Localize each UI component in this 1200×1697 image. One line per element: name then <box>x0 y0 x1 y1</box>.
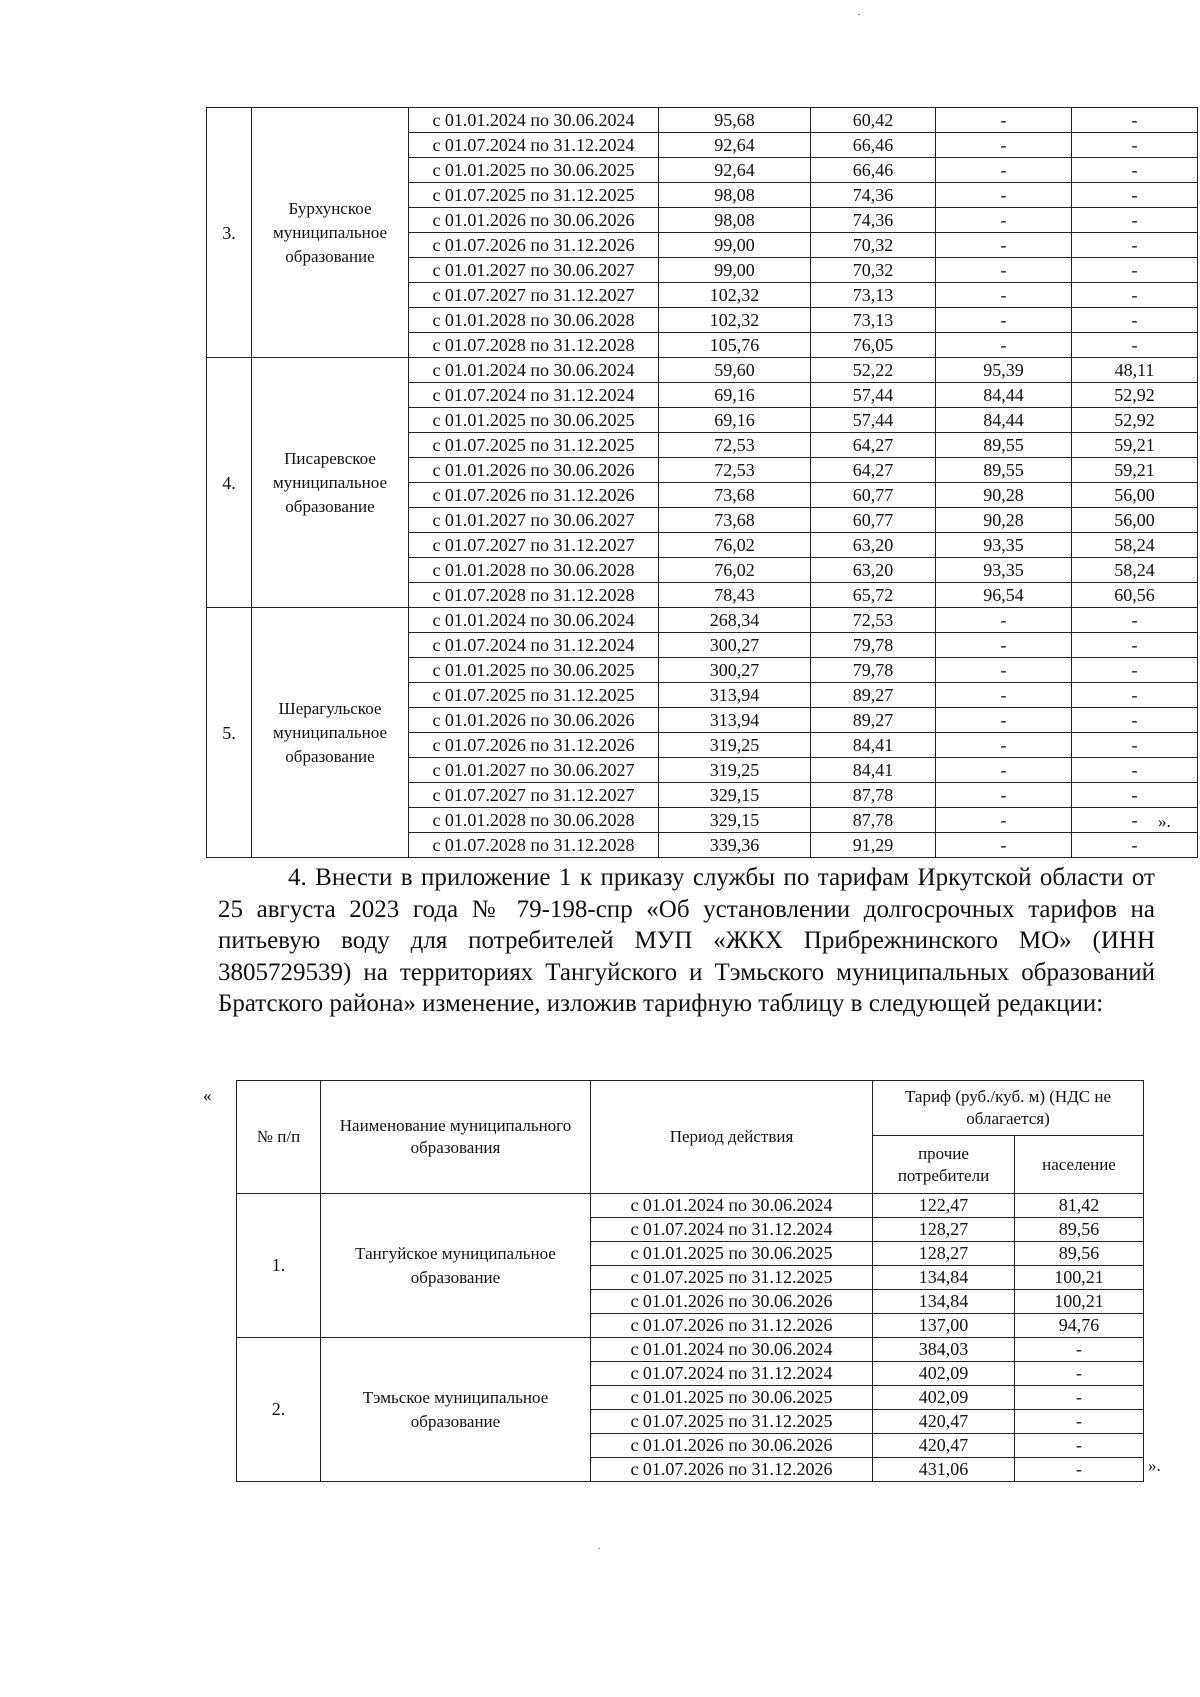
tariff-4: 58,24 <box>1072 533 1198 558</box>
table-row <box>207 108 1198 133</box>
tariff-3: - <box>936 108 1072 133</box>
tariff-table-new <box>236 1080 1144 1482</box>
period: с 01.01.2027 по 30.06.2027 <box>409 758 659 783</box>
tariff-4: - <box>1072 633 1198 658</box>
period: с 01.07.2027 по 31.12.2027 <box>409 533 659 558</box>
period: с 01.01.2025 по 30.06.2025 <box>591 1242 873 1266</box>
tariff-3: 90,28 <box>936 483 1072 508</box>
opening-quote-2: « <box>203 1086 212 1105</box>
header-other-consumers: прочие потребители <box>873 1136 1015 1194</box>
tariff-3: - <box>936 833 1072 858</box>
tariff-other-consumers: 122,47 <box>873 1194 1015 1218</box>
tariff-1: 319,25 <box>659 758 811 783</box>
tariff-2: 76,05 <box>811 333 936 358</box>
tariff-population: - <box>1015 1338 1144 1362</box>
tariff-population: - <box>1015 1362 1144 1386</box>
tariff-3: - <box>936 333 1072 358</box>
tariff-1: 102,32 <box>659 283 811 308</box>
tariff-1: 78,43 <box>659 583 811 608</box>
tariff-2: 79,78 <box>811 633 936 658</box>
closing-quote-2: ». <box>1148 1456 1161 1475</box>
tariff-1: 72,53 <box>659 433 811 458</box>
tariff-1: 99,00 <box>659 233 811 258</box>
tariff-4: 56,00 <box>1072 483 1198 508</box>
period: с 01.07.2026 по 31.12.2026 <box>591 1458 873 1482</box>
tariff-3: 93,35 <box>936 558 1072 583</box>
tariff-3: - <box>936 233 1072 258</box>
period: с 01.01.2024 по 30.06.2024 <box>591 1194 873 1218</box>
period: с 01.01.2025 по 30.06.2025 <box>591 1386 873 1410</box>
tariff-2: 79,78 <box>811 658 936 683</box>
tariff-1: 313,94 <box>659 708 811 733</box>
tariff-population: 94,76 <box>1015 1314 1144 1338</box>
tariff-3: 93,35 <box>936 533 1072 558</box>
tariff-4: 58,24 <box>1072 558 1198 583</box>
period: с 01.07.2025 по 31.12.2025 <box>591 1266 873 1290</box>
tariff-population: - <box>1015 1458 1144 1482</box>
closing-quote-1: ». <box>1158 812 1171 831</box>
header-tariff: Тариф (руб./куб. м) (НДС не облагается) <box>873 1081 1144 1136</box>
tariff-3: - <box>936 208 1072 233</box>
row-number: 5. <box>207 608 252 858</box>
tariff-3: - <box>936 783 1072 808</box>
tariff-2: 91,29 <box>811 833 936 858</box>
tariff-3: - <box>936 733 1072 758</box>
tariff-3: - <box>936 808 1072 833</box>
tariff-other-consumers: 402,09 <box>873 1362 1015 1386</box>
tariff-population: - <box>1015 1410 1144 1434</box>
tariff-4: - <box>1072 658 1198 683</box>
tariff-3: - <box>936 133 1072 158</box>
tariff-4: - <box>1072 108 1198 133</box>
row-number: 2. <box>237 1338 321 1482</box>
tariff-population: 89,56 <box>1015 1242 1144 1266</box>
period: с 01.01.2026 по 30.06.2026 <box>409 708 659 733</box>
period: с 01.07.2024 по 31.12.2024 <box>409 133 659 158</box>
period: с 01.07.2024 по 31.12.2024 <box>409 383 659 408</box>
period: с 01.01.2028 по 30.06.2028 <box>409 558 659 583</box>
tariff-other-consumers: 384,03 <box>873 1338 1015 1362</box>
tariff-other-consumers: 431,06 <box>873 1458 1015 1482</box>
tariff-2: 60,77 <box>811 508 936 533</box>
period: с 01.01.2028 по 30.06.2028 <box>409 308 659 333</box>
tariff-3: 96,54 <box>936 583 1072 608</box>
period: с 01.01.2026 по 30.06.2026 <box>591 1434 873 1458</box>
tariff-2: 63,20 <box>811 558 936 583</box>
table-row <box>207 608 1198 633</box>
tariff-3: 95,39 <box>936 358 1072 383</box>
tariff-4: - <box>1072 333 1198 358</box>
period: с 01.01.2027 по 30.06.2027 <box>409 258 659 283</box>
tariff-other-consumers: 128,27 <box>873 1242 1015 1266</box>
tariff-other-consumers: 137,00 <box>873 1314 1015 1338</box>
tariff-3: 90,28 <box>936 508 1072 533</box>
tariff-3: - <box>936 608 1072 633</box>
tariff-4: 52,92 <box>1072 383 1198 408</box>
period: с 01.07.2025 по 31.12.2025 <box>409 433 659 458</box>
tariff-2: 64,27 <box>811 433 936 458</box>
tariff-4: - <box>1072 783 1198 808</box>
tariff-2: 65,72 <box>811 583 936 608</box>
tariff-3: 89,55 <box>936 433 1072 458</box>
tariff-table-continued <box>206 107 1198 858</box>
period: с 01.01.2025 по 30.06.2025 <box>409 408 659 433</box>
tariff-3: - <box>936 158 1072 183</box>
period: с 01.07.2024 по 31.12.2024 <box>409 633 659 658</box>
period: с 01.07.2026 по 31.12.2026 <box>409 483 659 508</box>
tariff-3: - <box>936 308 1072 333</box>
period: с 01.07.2025 по 31.12.2025 <box>409 183 659 208</box>
tariff-1: 73,68 <box>659 508 811 533</box>
tariff-1: 329,15 <box>659 808 811 833</box>
tariff-2: 57,44 <box>811 408 936 433</box>
table-row <box>237 1194 1144 1218</box>
tariff-4: - <box>1072 158 1198 183</box>
period: с 01.07.2027 по 31.12.2027 <box>409 783 659 808</box>
tariff-other-consumers: 420,47 <box>873 1410 1015 1434</box>
table-row <box>207 358 1198 383</box>
tariff-1: 98,08 <box>659 208 811 233</box>
period: с 01.01.2027 по 30.06.2027 <box>409 508 659 533</box>
tariff-3: - <box>936 283 1072 308</box>
tariff-2: 70,32 <box>811 258 936 283</box>
tariff-2: 87,78 <box>811 783 936 808</box>
tariff-2: 64,27 <box>811 458 936 483</box>
tariff-other-consumers: 134,84 <box>873 1290 1015 1314</box>
tariff-2: 74,36 <box>811 208 936 233</box>
tariff-4: - <box>1072 258 1198 283</box>
tariff-1: 73,68 <box>659 483 811 508</box>
tariff-3: - <box>936 258 1072 283</box>
tariff-2: 89,27 <box>811 708 936 733</box>
tariff-1: 76,02 <box>659 558 811 583</box>
tariff-2: 66,46 <box>811 158 936 183</box>
tariff-4: 56,00 <box>1072 508 1198 533</box>
row-number: 1. <box>237 1194 321 1338</box>
tariff-4: - <box>1072 283 1198 308</box>
tariff-2: 87,78 <box>811 808 936 833</box>
tariff-population: 81,42 <box>1015 1194 1144 1218</box>
tariff-4: 48,11 <box>1072 358 1198 383</box>
tariff-3: 84,44 <box>936 383 1072 408</box>
period: с 01.01.2026 по 30.06.2026 <box>591 1290 873 1314</box>
tariff-2: 57,44 <box>811 383 936 408</box>
tariff-4: - <box>1072 133 1198 158</box>
period: с 01.01.2028 по 30.06.2028 <box>409 808 659 833</box>
tariff-2: 60,77 <box>811 483 936 508</box>
period: с 01.01.2024 по 30.06.2024 <box>409 108 659 133</box>
tariff-1: 105,76 <box>659 333 811 358</box>
period: с 01.01.2024 по 30.06.2024 <box>591 1338 873 1362</box>
tariff-4: - <box>1072 733 1198 758</box>
scan-dot <box>598 1548 600 1549</box>
header-name: Наименование муниципального образования <box>321 1081 591 1194</box>
table-row <box>237 1338 1144 1362</box>
tariff-population: 100,21 <box>1015 1290 1144 1314</box>
period: с 01.01.2026 по 30.06.2026 <box>409 458 659 483</box>
tariff-2: 84,41 <box>811 733 936 758</box>
tariff-1: 72,53 <box>659 458 811 483</box>
period: с 01.01.2025 по 30.06.2025 <box>409 158 659 183</box>
tariff-1: 339,36 <box>659 833 811 858</box>
period: с 01.01.2026 по 30.06.2026 <box>409 208 659 233</box>
period: с 01.07.2026 по 31.12.2026 <box>409 233 659 258</box>
tariff-1: 95,68 <box>659 108 811 133</box>
tariff-4: 59,21 <box>1072 458 1198 483</box>
tariff-3: - <box>936 183 1072 208</box>
municipality-name: Тэмьское муниципальное образование <box>321 1338 591 1482</box>
tariff-2: 52,22 <box>811 358 936 383</box>
period: с 01.07.2028 по 31.12.2028 <box>409 583 659 608</box>
tariff-2: 84,41 <box>811 758 936 783</box>
period: с 01.07.2024 по 31.12.2024 <box>591 1218 873 1242</box>
tariff-4: - <box>1072 683 1198 708</box>
tariff-2: 66,46 <box>811 133 936 158</box>
tariff-3: - <box>936 658 1072 683</box>
municipality-name: Бурхунское муниципальное образование <box>252 108 409 358</box>
tariff-other-consumers: 128,27 <box>873 1218 1015 1242</box>
tariff-population: 89,56 <box>1015 1218 1144 1242</box>
tariff-2: 63,20 <box>811 533 936 558</box>
tariff-1: 102,32 <box>659 308 811 333</box>
period: с 01.07.2026 по 31.12.2026 <box>409 733 659 758</box>
tariff-1: 268,34 <box>659 608 811 633</box>
tariff-2: 72,53 <box>811 608 936 633</box>
tariff-other-consumers: 402,09 <box>873 1386 1015 1410</box>
tariff-2: 60,42 <box>811 108 936 133</box>
period: с 01.07.2024 по 31.12.2024 <box>591 1362 873 1386</box>
period: с 01.07.2028 по 31.12.2028 <box>409 833 659 858</box>
tariff-1: 313,94 <box>659 683 811 708</box>
tariff-1: 59,60 <box>659 358 811 383</box>
period: с 01.07.2026 по 31.12.2026 <box>591 1314 873 1338</box>
header-population: население <box>1015 1136 1144 1194</box>
tariff-4: 52,92 <box>1072 408 1198 433</box>
period: с 01.07.2027 по 31.12.2027 <box>409 283 659 308</box>
tariff-3: 84,44 <box>936 408 1072 433</box>
municipality-name: Писаревское муниципальное образование <box>252 358 409 608</box>
period: с 01.01.2024 по 30.06.2024 <box>409 358 659 383</box>
tariff-1: 319,25 <box>659 733 811 758</box>
row-number: 4. <box>207 358 252 608</box>
period: с 01.07.2028 по 31.12.2028 <box>409 333 659 358</box>
tariff-1: 99,00 <box>659 258 811 283</box>
tariff-population: - <box>1015 1386 1144 1410</box>
tariff-1: 69,16 <box>659 408 811 433</box>
period: с 01.07.2025 по 31.12.2025 <box>409 683 659 708</box>
row-number: 3. <box>207 108 252 358</box>
tariff-2: 73,13 <box>811 283 936 308</box>
period: с 01.01.2024 по 30.06.2024 <box>409 608 659 633</box>
tariff-1: 76,02 <box>659 533 811 558</box>
tariff-1: 92,64 <box>659 133 811 158</box>
tariff-4: - <box>1072 183 1198 208</box>
tariff-1: 300,27 <box>659 658 811 683</box>
tariff-2: 70,32 <box>811 233 936 258</box>
tariff-4: - <box>1072 808 1198 833</box>
tariff-2: 74,36 <box>811 183 936 208</box>
tariff-4: 59,21 <box>1072 433 1198 458</box>
municipality-name: Шерагульское муниципальное образование <box>252 608 409 858</box>
tariff-3: 89,55 <box>936 458 1072 483</box>
tariff-2: 89,27 <box>811 683 936 708</box>
tariff-1: 329,15 <box>659 783 811 808</box>
tariff-1: 92,64 <box>659 158 811 183</box>
tariff-1: 69,16 <box>659 383 811 408</box>
tariff-other-consumers: 420,47 <box>873 1434 1015 1458</box>
tariff-1: 98,08 <box>659 183 811 208</box>
tariff-population: 100,21 <box>1015 1266 1144 1290</box>
tariff-4: - <box>1072 833 1198 858</box>
tariff-4: - <box>1072 608 1198 633</box>
tariff-population: - <box>1015 1434 1144 1458</box>
tariff-3: - <box>936 633 1072 658</box>
tariff-4: - <box>1072 308 1198 333</box>
header-num: № п/п <box>237 1081 321 1194</box>
tariff-4: - <box>1072 208 1198 233</box>
municipality-name: Тангуйское муниципальное образование <box>321 1194 591 1338</box>
period: с 01.01.2025 по 30.06.2025 <box>409 658 659 683</box>
amendment-paragraph: 4. Внести в приложение 1 к приказу службы по тарифам Иркутской области от 25 августа 2023 года № 79-198-спр «Об установлении долгосрочных тарифов на питьевую воду для потребителей МУП «ЖКХ Прибрежнинского МО» (ИНН 3805729539) на территориях Тангуйского и Тэмьского муниципальных образований Братского района» изменение, изложив тарифную таблицу в следующей редакции: <box>218 864 1155 1017</box>
tariff-2: 73,13 <box>811 308 936 333</box>
tariff-1: 300,27 <box>659 633 811 658</box>
tariff-3: - <box>936 758 1072 783</box>
tariff-other-consumers: 134,84 <box>873 1266 1015 1290</box>
scan-dot <box>858 14 860 15</box>
tariff-3: - <box>936 683 1072 708</box>
period: с 01.07.2025 по 31.12.2025 <box>591 1410 873 1434</box>
tariff-3: - <box>936 708 1072 733</box>
tariff-4: 60,56 <box>1072 583 1198 608</box>
header-period: Период действия <box>591 1081 873 1194</box>
tariff-4: - <box>1072 233 1198 258</box>
tariff-4: - <box>1072 708 1198 733</box>
tariff-4: - <box>1072 758 1198 783</box>
